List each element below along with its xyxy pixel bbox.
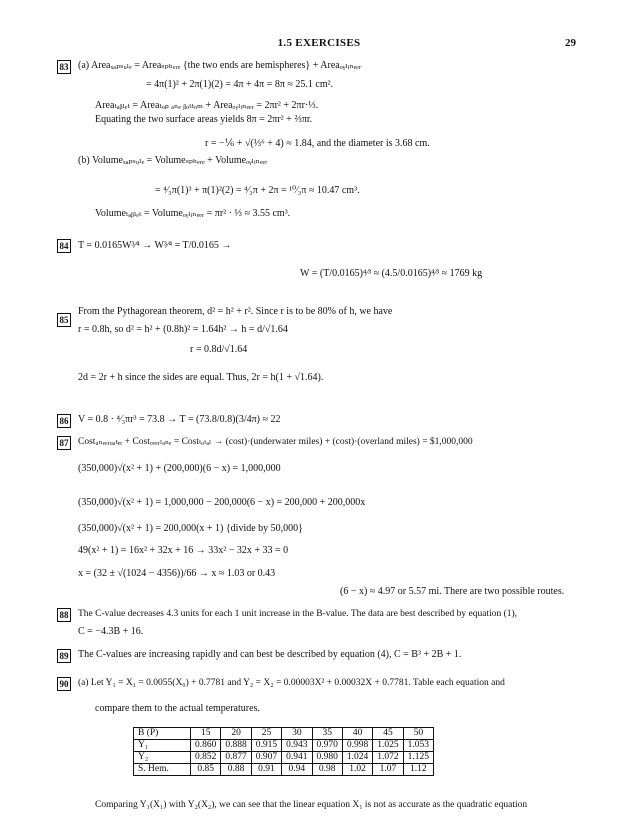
ex87-line-2: (350,000)√(x² + 1) + (200,000)(6 − x) = 1,000,000 — [78, 463, 281, 474]
exercise-number-87: 87 — [57, 436, 71, 450]
table-row — [134, 764, 434, 776]
table-cell: 30 — [282, 728, 312, 740]
table-cell: 0.943 — [282, 740, 312, 752]
exercise-number-83: 83 — [57, 60, 71, 74]
table-cell: 1.12 — [403, 764, 433, 776]
table-cell: 0.915 — [251, 740, 281, 752]
ex83-line-a: (a) Areaₓₐₚₛᵤₗₑ = Areaₛₚₕₑᵣₑ {the two ends are hemispheres} + Areaₒᵧₗᵢₙₑₑᵣ — [78, 60, 362, 71]
table-cell: 1.125 — [403, 752, 433, 764]
table-cell: 0.941 — [282, 752, 312, 764]
table-row — [134, 740, 434, 752]
ex90-line-1: (a) Let Y₁ = X₁ = 0.0055(X₀) + 0.7781 and Y₂ = X₂ = 0.00003X² + 0.00032X + 0.7781. Table each equation and — [78, 678, 505, 688]
ex87-line-1: Costᵤₙₑₑᵣᵤₐₜₑᵣ + Costₒᵥₑᵣₗₐₙₑ = Costₜₒₜₐₗ → (cost)·(underwater miles) + (cost)·(overland miles) = $1,000,000 — [78, 437, 473, 447]
ex83-line-radius: r = −⅙ + √(⅓⁶ + 4) ≈ 1.84, and the diameter is 3.68 cm. — [205, 138, 430, 149]
table-cell: 0.970 — [312, 740, 342, 752]
ex88-line-1: The C-value decreases 4.3 units for each 1 unit increase in the B-value. The data are best described by equation (1), — [78, 609, 518, 619]
table-cell: 0.852 — [191, 752, 221, 764]
table-cell: 45 — [373, 728, 403, 740]
ex87-line-3: (350,000)√(x² + 1) = 1,000,000 − 200,000(6 − x) = 200,000 + 200,000x — [78, 497, 366, 508]
ex83-line-volume-tablet: Volumeₜₐᵦₗₑₜ = Volumeₒᵧₗᵢₙₑₑᵣ = πr² · ⅓ ≈ 3.55 cm³. — [95, 208, 291, 219]
table-cell: 1.07 — [373, 764, 403, 776]
ex87-line-6: x = (32 ± √(1024 − 4356))/66 → x ≈ 1.03 or 0.43 — [78, 568, 276, 579]
table-cell: 1.02 — [342, 764, 372, 776]
table-cell: 40 — [342, 728, 372, 740]
table-cell: 0.907 — [251, 752, 281, 764]
ex83-line-volume-calc: = ⁴⁄₃π(1)³ + π(1)²(2) = ⁴⁄₃π + 2π = ¹⁰⁄₃π ≈ 10.47 cm³. — [155, 185, 360, 196]
table-row-label: S. Hem. — [134, 764, 191, 776]
ex87-line-7: (6 − x) ≈ 4.97 or 5.57 mi. There are two possible routes. — [340, 586, 565, 597]
page-number: 29 — [565, 37, 576, 49]
ex84-line-2: W = (T/0.0165)⁴⁄³ ≈ (4.5/0.0165)⁴⁄³ ≈ 1769 kg — [300, 268, 483, 279]
ex89-line-1: The C-values are increasing rapidly and can best be described by equation (4), C = B³ + 2B + 1. — [78, 649, 462, 660]
table-row-label: B (P) — [134, 728, 191, 740]
exercise-number-86: 86 — [57, 414, 71, 428]
table-cell: 0.998 — [342, 740, 372, 752]
ex84-line-1: T = 0.0165W³⁄⁴ → W³⁄⁴ = T/0.0165 → — [78, 240, 232, 251]
table-cell: 0.91 — [251, 764, 281, 776]
ex86-line-1: V = 0.8 · ⁴⁄₃πr³ = 73.8 → T = (73.8/0.8)(3/4π) ≈ 22 — [78, 414, 281, 425]
table-cell: 0.877 — [221, 752, 251, 764]
table-cell: 0.980 — [312, 752, 342, 764]
table-row — [134, 728, 434, 740]
ex87-line-5: 49(x² + 1) = 16x² + 32x + 16 → 33x² − 32x + 33 = 0 — [78, 545, 289, 556]
table-cell: 1.053 — [403, 740, 433, 752]
ex88-line-2: C = −4.3B + 16. — [78, 626, 144, 637]
footer-paragraph: Comparing Y₁(X₁) with Y₂(X₂), we can see that the linear equation X₁ is not as accurate as the quadratic equation — [95, 800, 528, 810]
exercise-number-84: 84 — [57, 239, 71, 253]
temperature-table — [133, 727, 434, 776]
table-cell: 1.025 — [373, 740, 403, 752]
ex85-line-2: r = 0.8h, so d² = h² + (0.8h)² = 1.64h² → h = d/√1.64 — [78, 324, 288, 335]
table-cell: 0.860 — [191, 740, 221, 752]
table-cell: 25 — [251, 728, 281, 740]
table-cell: 0.888 — [221, 740, 251, 752]
ex90-line-2: compare them to the actual temperatures. — [95, 703, 260, 714]
ex83-line-b: (b) Volumeₓₐₚₛᵤₗₑ = Volumeₛₚₕₑᵣₑ + Volumeₒᵧₗᵢₙₑₑᵣ — [78, 155, 268, 166]
ex85-line-3: r = 0.8d/√1.64 — [190, 344, 248, 355]
exercise-number-88: 88 — [57, 608, 71, 622]
table-cell: 15 — [191, 728, 221, 740]
table-cell: 50 — [403, 728, 433, 740]
table-row — [134, 752, 434, 764]
ex83-line-equating: Equating the two surface areas yields 8π = 2πr² + ⅔πr. — [95, 114, 313, 125]
exercise-number-89: 89 — [57, 649, 71, 663]
ex87-line-4: (350,000)√(x² + 1) = 200,000(x + 1) {divide by 50,000} — [78, 523, 303, 534]
table-cell: 20 — [221, 728, 251, 740]
ex85-line-1: From the Pythagorean theorem, d² = h² + r². Since r is to be 80% of h, we have — [78, 306, 393, 317]
table-cell: 0.88 — [221, 764, 251, 776]
table-cell: 1.024 — [342, 752, 372, 764]
table-cell: 0.98 — [312, 764, 342, 776]
ex83-line-area-tablet: Areaₜₐᵦₗₑₜ = Areaₜₒₚ ₐₙₑ ᵦₒₜₜₒₘ + Areaₒᵧₗᵢₙₑₑᵣ = 2πr² + 2πr·⅓. — [95, 100, 319, 111]
table-cell: 0.85 — [191, 764, 221, 776]
table-cell: 35 — [312, 728, 342, 740]
table-row-label: Y₂ — [134, 752, 191, 764]
exercise-number-90: 90 — [57, 677, 71, 691]
ex83-line-area-calc: = 4π(1)² + 2π(1)(2) = 4π + 4π = 8π ≈ 25.1 cm². — [146, 79, 334, 90]
ex85-line-4: 2d = 2r + h since the sides are equal. Thus, 2r = h(1 + √1.64). — [78, 372, 324, 383]
table-cell: 1.072 — [373, 752, 403, 764]
table-row-label: Y₁ — [134, 740, 191, 752]
table-cell: 0.94 — [282, 764, 312, 776]
section-title: 1.5 EXERCISES — [277, 37, 361, 49]
exercise-number-85: 85 — [57, 313, 71, 327]
